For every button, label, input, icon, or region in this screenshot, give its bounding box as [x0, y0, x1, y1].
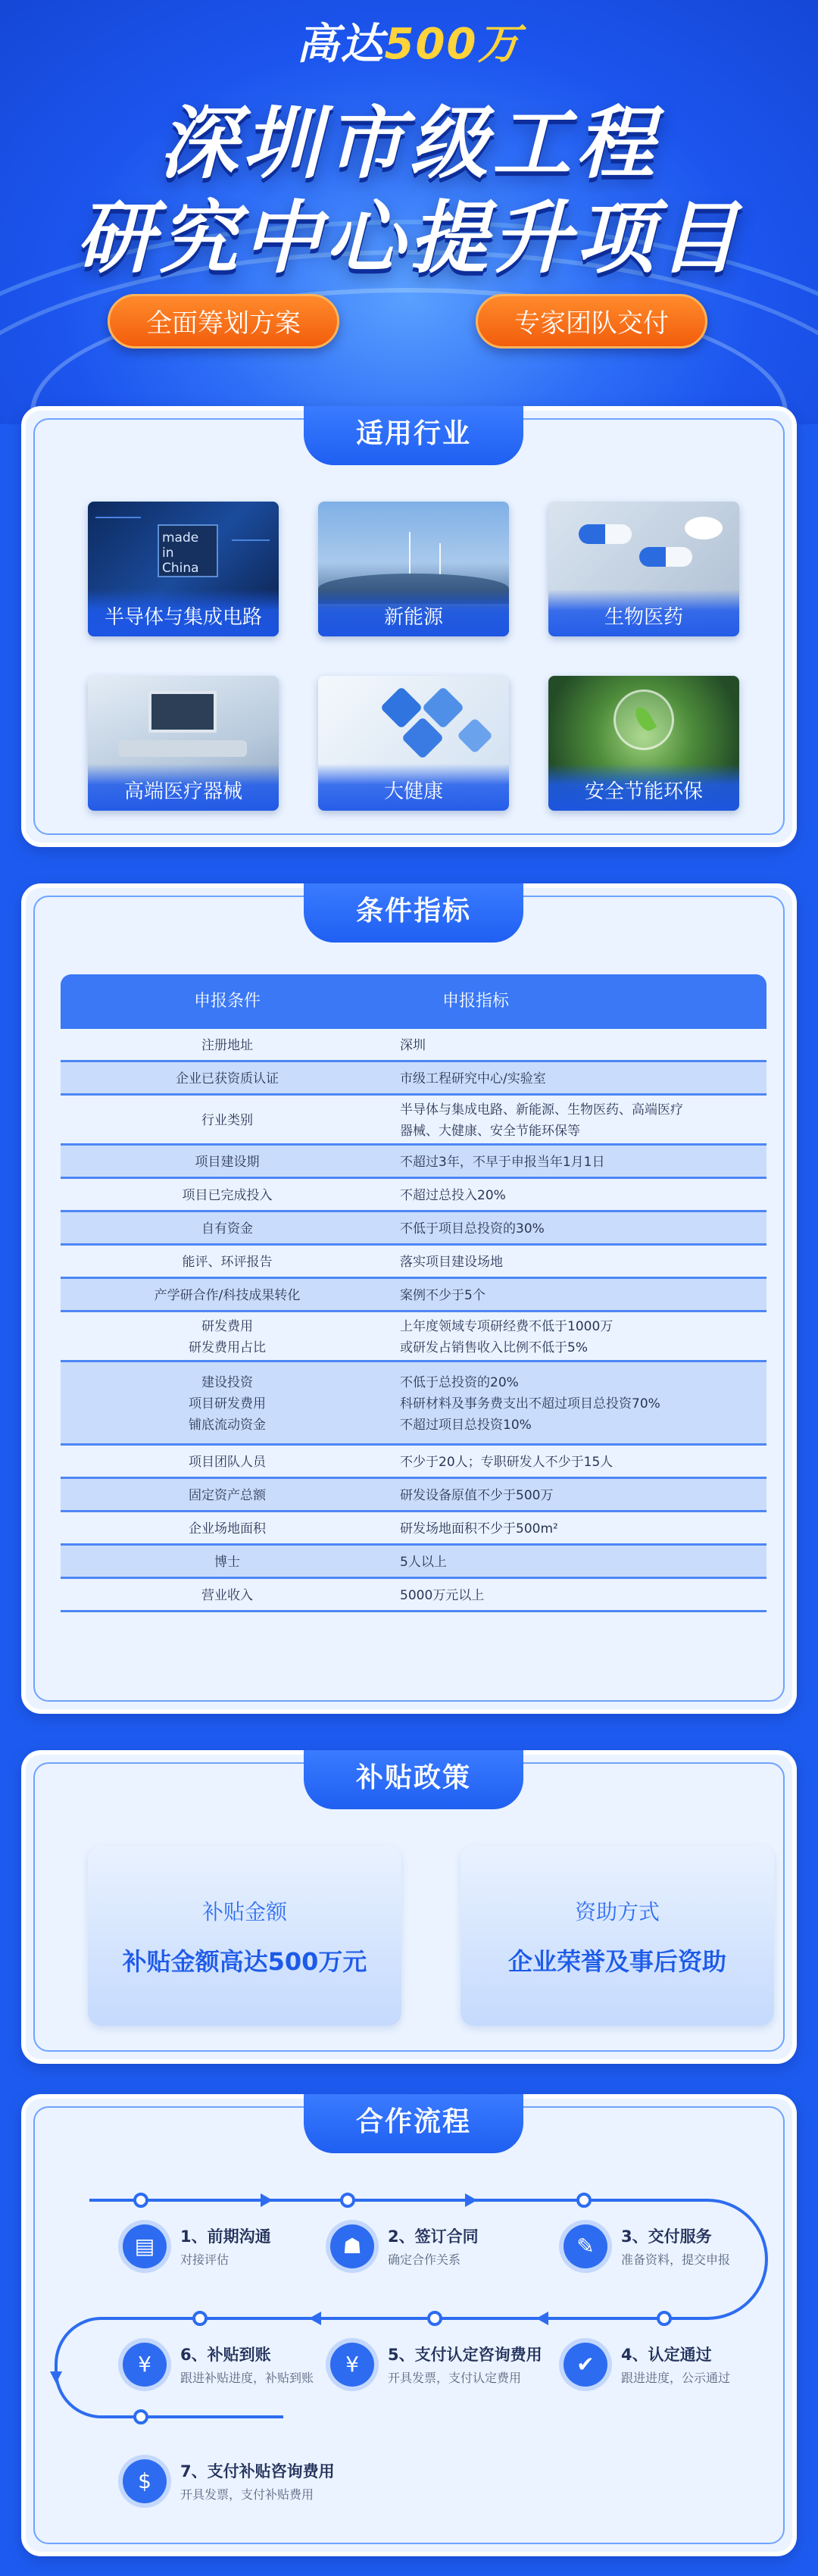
- condition-key-line: 建设投资: [201, 1375, 253, 1390]
- industry-card-semiconductor[interactable]: [88, 502, 279, 636]
- industry-card-new-energy[interactable]: [318, 502, 509, 636]
- condition-key-line: 营业收入: [201, 1588, 253, 1603]
- table-row: [61, 1546, 766, 1579]
- expert-pill-button[interactable]: 专家团队交付: [476, 294, 707, 349]
- step-desc: 开具发票，支付认定费用: [388, 2371, 522, 2385]
- table-row: [61, 1212, 766, 1246]
- condition-key: [61, 1218, 394, 1240]
- industry-label: 安全节能环保: [548, 764, 739, 811]
- condition-value: [400, 1099, 748, 1142]
- condition-value-line: 落实项目建设场地: [400, 1255, 503, 1270]
- industry-card-eco[interactable]: [548, 676, 739, 811]
- condition-key-line: 研发费用占比: [189, 1340, 266, 1355]
- condition-key-line: 能评、环评报告: [182, 1255, 273, 1270]
- condition-value-line: 不低于总投资的20%: [400, 1375, 519, 1390]
- condition-key: [61, 1252, 394, 1273]
- industry-card-biomedicine[interactable]: [548, 502, 739, 636]
- condition-key: [61, 1452, 394, 1473]
- condition-key-line: 项目已完成投入: [182, 1188, 273, 1203]
- step-title: 5、支付认定咨询费用: [388, 2346, 542, 2364]
- table-row: [61, 1179, 766, 1212]
- condition-key: [61, 1035, 394, 1056]
- condition-value-line: 不超过3年，不早于申报当年1月1日: [400, 1155, 605, 1170]
- table-header: [61, 974, 766, 1029]
- industry-label: 新能源: [318, 589, 509, 636]
- industries-title: 适用行业: [304, 406, 523, 465]
- step-desc: 开具发票，支付补贴费用: [180, 2487, 314, 2502]
- condition-value: [400, 1068, 748, 1089]
- condition-key: [61, 1585, 394, 1606]
- condition-value-line: 半导体与集成电路、新能源、生物医药、高端医疗: [400, 1102, 683, 1118]
- funding-method-card: [461, 1846, 774, 2026]
- condition-key-line: 企业已获资质认证: [176, 1071, 279, 1086]
- pen-icon: ✎: [564, 2224, 607, 2268]
- table-row: [61, 1246, 766, 1279]
- condition-key-line: 博士: [214, 1555, 240, 1570]
- conditions-title: 条件指标: [304, 883, 523, 943]
- contract-icon: ☗: [330, 2224, 374, 2268]
- step-title: 1、前期沟通: [180, 2227, 271, 2246]
- table-row: [61, 1479, 766, 1512]
- condition-key: [61, 1518, 394, 1540]
- table-row: [61, 1579, 766, 1612]
- condition-value: [400, 1316, 748, 1358]
- condition-value-line: 或研发占销售收入比例不低于5%: [400, 1340, 588, 1355]
- condition-key-line: 研发费用: [201, 1319, 253, 1334]
- step-desc: 确定合作关系: [388, 2252, 461, 2267]
- step-desc: 跟进进度，公示通过: [621, 2371, 731, 2385]
- condition-key: [61, 1316, 394, 1358]
- condition-key-line: 项目建设期: [195, 1155, 260, 1170]
- condition-key-line: 固定资产总额: [189, 1488, 266, 1503]
- condition-value: [400, 1252, 748, 1273]
- condition-key: [61, 1372, 394, 1436]
- condition-key: [61, 1185, 394, 1206]
- receipt-icon: $: [123, 2459, 167, 2503]
- hero-tag-highlight: 500万: [384, 20, 522, 69]
- industry-card-health[interactable]: [318, 676, 509, 811]
- condition-value-line: 5人以上: [400, 1555, 447, 1570]
- condition-key-line: 产学研合作/科技成果转化: [154, 1288, 301, 1303]
- table-row: [61, 1362, 766, 1446]
- condition-value: [400, 1035, 748, 1056]
- table-body: [61, 1029, 766, 1612]
- condition-value-line: 器械、大健康、安全节能环保等: [400, 1124, 580, 1139]
- condition-key-line: 项目研发费用: [189, 1396, 266, 1411]
- condition-value-line: 不超过总投入20%: [400, 1188, 506, 1203]
- condition-value: [400, 1285, 748, 1306]
- condition-value-line: 不超过项目总投资10%: [400, 1418, 532, 1433]
- subsidy-amount-card: [88, 1846, 401, 2026]
- check-icon: ✔: [564, 2343, 607, 2387]
- condition-key-line: 行业类别: [201, 1113, 253, 1128]
- funding-method-label: 资助方式: [574, 1899, 660, 1924]
- condition-value: [400, 1452, 748, 1473]
- chip-text: made in China: [158, 524, 218, 577]
- condition-value: [400, 1518, 748, 1540]
- step-desc: 对接评估: [180, 2252, 229, 2267]
- step-title: 6、补贴到账: [180, 2346, 271, 2364]
- step-desc: 准备资料，提交申报: [621, 2252, 731, 2267]
- step-title: 7、支付补贴咨询费用: [180, 2462, 335, 2481]
- conditions-table: [61, 974, 766, 1612]
- table-row: [61, 1279, 766, 1312]
- subsidy-amount-label: 补贴金额: [201, 1899, 287, 1924]
- table-row: [61, 1096, 766, 1146]
- condition-value: [400, 1152, 748, 1173]
- industry-label: 高端医疗器械: [88, 764, 279, 811]
- industry-label: 生物医药: [548, 589, 739, 636]
- step-title: 3、交付服务: [621, 2227, 712, 2246]
- hero-tagline: [0, 11, 818, 71]
- industry-card-medical-devices[interactable]: [88, 676, 279, 811]
- subsidy-title: 补贴政策: [304, 1750, 523, 1809]
- table-row: [61, 1029, 766, 1062]
- table-row: [61, 1446, 766, 1479]
- plan-pill-button[interactable]: 全面筹划方案: [108, 294, 339, 349]
- condition-value-line: 研发设备原值不少于500万: [400, 1488, 554, 1503]
- condition-key: [61, 1068, 394, 1089]
- condition-value: [400, 1185, 748, 1206]
- condition-value-line: 不少于20人；专职研发人不少于15人: [400, 1455, 614, 1470]
- industry-label: 大健康: [318, 764, 509, 811]
- condition-key: [61, 1152, 394, 1173]
- condition-value: [400, 1552, 748, 1573]
- money-bag-icon: ¥: [123, 2343, 167, 2387]
- funding-method-value: 企业荣誉及事后资助: [507, 1947, 726, 1976]
- condition-value-line: 5000万元以上: [400, 1588, 485, 1603]
- condition-value: [400, 1485, 748, 1506]
- header-value: 申报指标: [442, 992, 510, 1011]
- process-panel: [21, 2094, 797, 2556]
- condition-key-line: 铺底流动资金: [189, 1418, 266, 1433]
- subsidy-panel: [21, 1750, 797, 2064]
- condition-key: [61, 1285, 394, 1306]
- header-key: 申报条件: [193, 992, 261, 1011]
- process-title: 合作流程: [304, 2094, 523, 2153]
- payment-icon: ¥: [330, 2343, 374, 2387]
- condition-key-line: 注册地址: [201, 1038, 253, 1053]
- step-title: 2、签订合同: [388, 2227, 479, 2246]
- hero-tag-prefix: 高达: [296, 20, 385, 69]
- condition-value-line: 案例不少于5个: [400, 1288, 485, 1303]
- industries-panel: [21, 406, 797, 847]
- condition-key-line: 项目团队人员: [189, 1455, 266, 1470]
- condition-key-line: 企业场地面积: [189, 1521, 266, 1537]
- condition-value: [400, 1218, 748, 1240]
- condition-key-line: 自有资金: [201, 1221, 253, 1236]
- subsidy-amount-value: 补贴金额高达500万元: [122, 1947, 367, 1976]
- industry-label: 半导体与集成电路: [88, 589, 279, 636]
- condition-value: [400, 1372, 748, 1436]
- condition-value-line: 不低于项目总投资的30%: [400, 1221, 545, 1236]
- table-row: [61, 1062, 766, 1096]
- hero-banner: [0, 0, 818, 424]
- hero-title-line1: 深圳市级工程: [158, 97, 659, 189]
- condition-key: [61, 1485, 394, 1506]
- condition-value-line: 市级工程研究中心/实验室: [400, 1071, 546, 1086]
- condition-key: [61, 1110, 394, 1131]
- step-desc: 跟进补贴进度，补贴到账: [180, 2371, 314, 2385]
- condition-key: [61, 1552, 394, 1573]
- table-row: [61, 1512, 766, 1546]
- condition-value-line: 研发场地面积不少于500m²: [400, 1521, 558, 1537]
- step-title: 4、认定通过: [621, 2346, 712, 2364]
- table-row: [61, 1146, 766, 1179]
- condition-value-line: 上年度领域专项研经费不低于1000万: [400, 1319, 614, 1334]
- condition-value-line: 深圳: [400, 1038, 426, 1053]
- document-icon: ▤: [123, 2224, 167, 2268]
- table-row: [61, 1312, 766, 1362]
- condition-value-line: 科研材料及事务费支出不超过项目总投资70%: [400, 1396, 660, 1411]
- hero-title-line2: 研究中心提升项目: [75, 192, 742, 284]
- condition-value: [400, 1585, 748, 1606]
- conditions-panel: [21, 883, 797, 1714]
